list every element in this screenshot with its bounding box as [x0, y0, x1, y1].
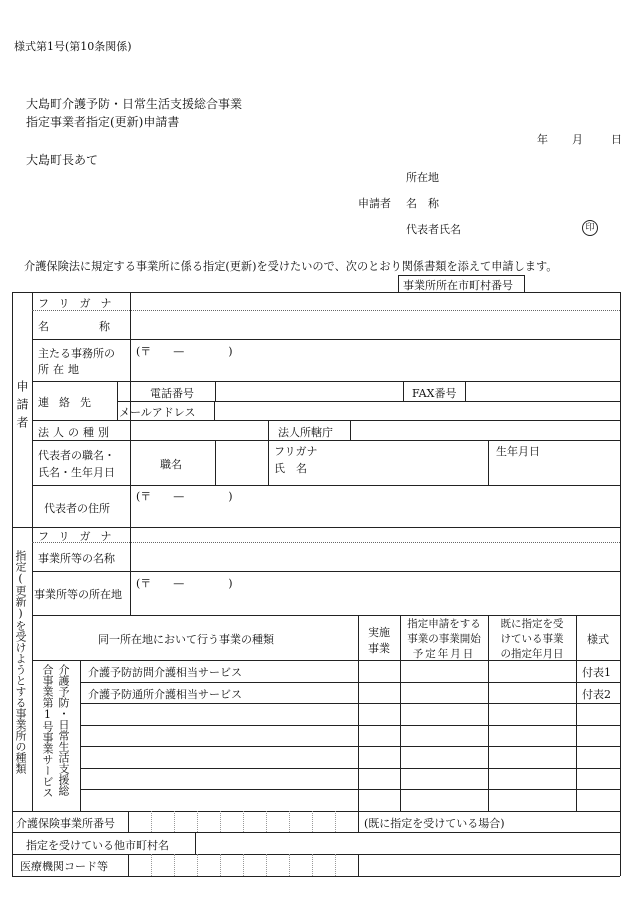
date-year: 年	[537, 133, 548, 146]
intro-text: 介護保険法に規定する事業所に係る指定(更新)を受けたいので、次のとおり関係書類を添えて申請します。	[24, 260, 558, 273]
date-day: 日	[611, 133, 622, 146]
corp-authority-label: 法人所轄庁	[278, 426, 333, 439]
phone-label: 電話番号	[150, 387, 194, 400]
title-line-1: 大島町介護予防・日常生活支援総合事業	[26, 97, 243, 111]
corp-type-label: 法人の種別	[38, 426, 113, 439]
service-1-name: 介護予防訪問介護相当サービス	[88, 666, 242, 679]
existing-header-3: の指定年月日	[500, 648, 564, 660]
implemented-header-2: 事業	[368, 642, 390, 655]
seal-icon: 印	[582, 220, 598, 236]
service-2-name: 介護予防通所介護相当サービス	[88, 688, 242, 701]
office-address-label: 事業所等の所在地	[34, 588, 122, 601]
start-date-header-1: 指定申請をする	[407, 618, 481, 630]
form-number: 様式第1号(第10条関係)	[14, 40, 132, 53]
email-label: メールアドレス	[119, 406, 196, 419]
applicant-side-label: 申請者	[15, 380, 29, 434]
service-types-header: 同一所在地において行う事業の種類	[98, 633, 274, 646]
municipality-number-label: 事業所所在市町村番号	[403, 279, 513, 292]
office-name-label: 事業所等の名称	[38, 552, 115, 565]
implemented-header-1: 実施	[368, 626, 390, 639]
applicant-label: 申請者	[358, 197, 391, 210]
group-label-col-2: 合事業第1号事業サービス	[41, 664, 54, 798]
postal-code-3: (〒 — )	[136, 577, 233, 590]
insurance-number-label: 介護保険事業所番号	[16, 817, 115, 830]
representative-label: 代表者氏名	[406, 223, 461, 236]
office-furigana-label: フリガナ	[38, 530, 122, 543]
main-office-label-1: 主たる事務所の	[38, 347, 115, 360]
already-designated-note: (既に指定を受けている場合)	[364, 817, 505, 830]
birth-date-label: 生年月日	[496, 445, 540, 458]
other-municipality-label: 指定を受けている他市町村名	[26, 839, 169, 852]
rep-furigana-label: フリガナ	[274, 445, 318, 458]
start-date-header-2: 事業の事業開始	[407, 633, 481, 645]
date-month: 月	[572, 133, 583, 146]
furigana-label: フリガナ	[38, 297, 122, 310]
service-1-format: 付表1	[582, 666, 611, 679]
postal-code-2: (〒 — )	[136, 490, 233, 503]
group-label-col-1: 介護予防・日常生活支援総	[57, 664, 70, 796]
existing-header-2: けている事業	[500, 633, 564, 645]
medical-code-label: 医療機関コード等	[20, 860, 108, 873]
applicant-address-label: 所在地	[406, 171, 439, 184]
rep-address-label: 代表者の住所	[44, 502, 110, 515]
title-line-2: 指定事業者指定(更新)申請書	[26, 115, 180, 129]
office-side-label: 指定(更新)を受けようとする事業所の種類	[14, 550, 27, 774]
postal-code-1: (〒 — )	[136, 345, 233, 358]
fax-label: FAX番号	[412, 387, 457, 400]
start-date-header-3: 予定年月日	[412, 648, 476, 660]
applicant-name-label: 名 称	[406, 197, 439, 210]
name-label: 名称	[38, 320, 160, 333]
addressee: 大島町長あて	[26, 153, 99, 167]
format-header: 様式	[587, 633, 609, 646]
contact-label: 連絡先	[38, 396, 101, 409]
job-title-label: 職名	[160, 458, 182, 471]
rep-label-2: 氏名・生年月日	[38, 466, 115, 479]
rep-name-label: 氏 名	[274, 462, 307, 475]
rep-label-1: 代表者の職名・	[38, 449, 115, 462]
service-2-format: 付表2	[582, 688, 611, 701]
main-office-label-2: 所在地	[38, 363, 83, 376]
existing-header-1: 既に指定を受	[500, 618, 564, 630]
